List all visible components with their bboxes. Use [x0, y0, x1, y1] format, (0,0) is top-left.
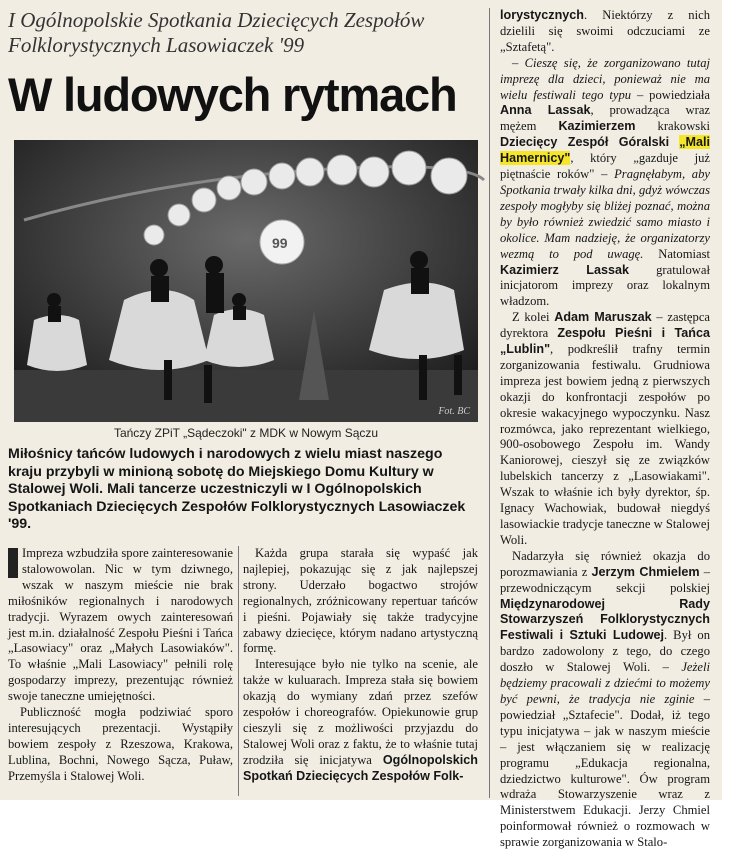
col2-paragraph: Interesujące było nie tylko na scenie, ale także w kuluarach. Impreza stała się bowiem okazją do wymiany zdań przez szefów zespołów i choreografów. Opiekunowie grup cieszyli się z możliwości przyjazdu do Stalowej Woli oraz z faktu, że to właśnie tutaj zrodziła się inicjatywa Ogólnopolskich Spotkań Dziecięcych Zespołów Folk- [243, 657, 478, 783]
photo-credit: Fot. BC [438, 406, 470, 417]
svg-text:99: 99 [272, 235, 288, 251]
article-kicker: I Ogólnopolskie Spotkania Dziecięcych Zespołów Folklorystycznych Lasowiaczek '99 [8, 8, 425, 57]
column-rule-2 [489, 8, 490, 798]
article-headline: W ludowych rytmach [8, 68, 457, 121]
col3-paragraph: lorystycznych. Niektórzy z nich dzielili się swoimi odczuciami ze „Sztafetą". [500, 8, 710, 54]
column-1 [8, 546, 233, 785]
column-rule-1 [238, 546, 239, 796]
folk-dancers-illustration [14, 140, 478, 422]
col1-paragraph: Publiczność mogła podziwiać sporo interesujących prezentacji. Wystąpiły bowiem zespoły z Rzeszowa, Krakowa, Lublina, Bochni, Nowego Sącza, Puław, Przemyśla i Stalowej Woli. [8, 705, 233, 783]
col3-paragraph: Nadarzyła się również okazja do porozmawiania z Jerzym Chmielem – przewodniczącym sekcji polskiej Międzynarodowej Rady Stowarzyszeń Folklorystycznych Festiwali i Sztuki Ludowej. Był on bardzo zadowolony z tego, do czego doszło w Stalowej Woli. – Jeżeli będziemy pracowali z dziećmi to możemy być pewni, że tradycja nie zginie – powiedział „Sztafecie". Dodał, iż tego typu inicjatywa – jak w naszym mieście – jest włączaniem się w realizację programu „Edukacja regionalna, dziedzictwo kulturowe". Ów program wdraża Stowarzyszenie wraz z Ministerstwem Edukacji. Jerzy Chmiel poinformował również o rozmowach w sprawie zorganizowania w Stalo- [500, 548, 710, 850]
col2-paragraph: Każda grupa starała się wypaść jak najlepiej, pokazując się z jak najlepszej strony. Uderzało bogactwo strojów regionalnych, zróżnicowany repertuar tańców i pieśni. Pojawiały się także tradycyjne zabawy dziecięce, którym nadano artystyczną formę. [243, 546, 478, 656]
col3-paragraph: – Cieszę się, że zorganizowano tutaj imprezę dla dzieci, ponieważ nie ma wielu festiwali tego typu – powiedziała Anna Lassak, prowadząca wraz mężem Kazimierzem krakowski Dziecięcy Zespół Góralski „Mali Hamernicy", który „gazduje już piętnaście roków" – Pragnęłabym, aby Spotkania trwały kilka dni, gdyż wówczas zespoły mogłyby się bliżej poznać, można by było również zwiedzić samo miasto i okolice. Mam nadzieję, że organizatorzy wezmą to pod uwagę. Natomiast Kazimierz Lassak gratulował inicjatorom imprezy oraz lokalnym władzom. [500, 55, 710, 309]
drop-cap-mark [8, 548, 18, 578]
col3-paragraph: Z kolei Adam Maruszak – zastępca dyrektora Zespołu Pieśni i Tańca „Lublin", podkreślił trafny termin zorganizowania festiwalu. Grudniowa impreza jest bowiem jedną z pierwszych okazji do konfrontacji zespołów po okresie wakacyjnego wypoczynku. Nasz rozmówca, jako reprezentant wielkiego, 900-osobowego Zespołu im. Wandy Kaniorowej, cieszył się ze związków lubelskich tancerzy z „Lasowiakami". Wszak to właśnie ich były dyrektor, śp. Ignacy Wachowiak, budował niegdyś lasowiackie tradycje taneczne w Stalowej Woli. [500, 310, 711, 547]
column-3 [500, 8, 710, 851]
photo-caption: Tańczy ZPiT „Sądeczoki" z MDK w Nowym Sączu [113, 426, 379, 440]
col1-paragraph: Impreza wzbudziła spore zainteresowanie stalowowolan. Nic w tym dziwnego, wszak w naszym mieście nie brak miłośników regionalnych i narodowych tradycji. Wyrazem owych zainteresowań jest m.in. działalność Zespołu Pieśni i Tańca „Lasowiacy" oraz „Małych Lasowiaków". To właśnie „Mali Lasowiacy" pełnili rolę gospodarzy imprezy, prezentując również swoje taneczne umiejętności. [8, 546, 233, 704]
dance-photo [14, 140, 478, 422]
column-2 [243, 546, 478, 785]
highlighted-ensemble-name: „Mali Hamernicy" [500, 135, 710, 166]
article-lead: Miłośnicy tańców ludowych i narodowych z wielu miast naszego kraju przybyli w minioną sobotę do Miejskiego Domu Kultury w Stalowej Woli. Mali tancerze uczestniczyli w I Ogólnopolskich Spotkaniach Dziecięcych Zespołów Folklorystycznych Lasowiaczek '99. [8, 446, 466, 533]
